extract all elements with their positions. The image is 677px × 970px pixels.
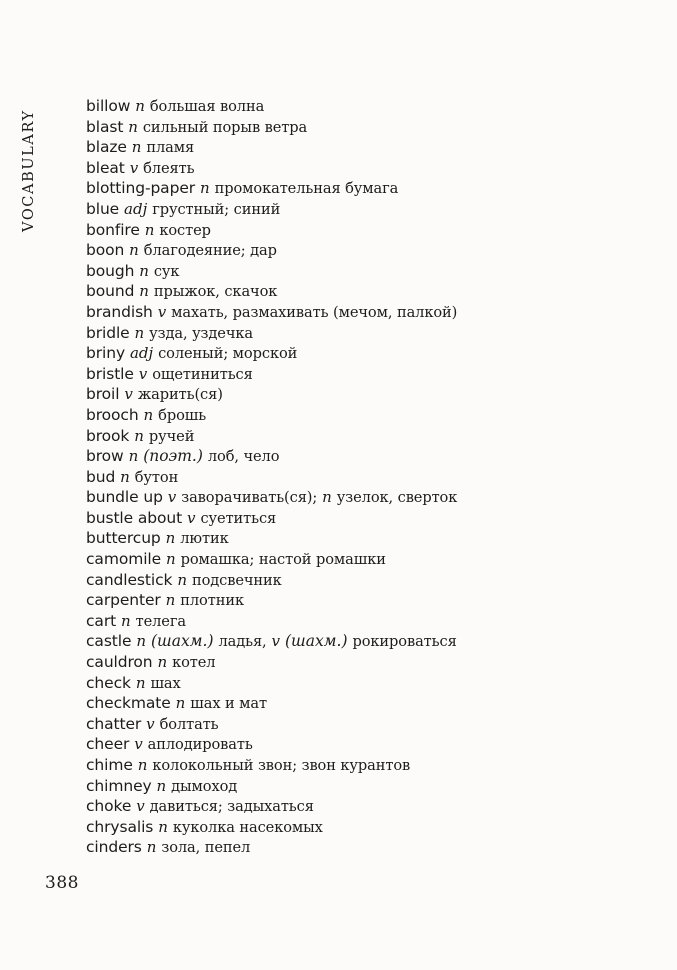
part-of-speech: n xyxy=(128,117,138,136)
vocabulary-list xyxy=(86,96,666,858)
headword: brow xyxy=(86,447,124,466)
vocabulary-entry xyxy=(86,220,666,241)
vocabulary-entry xyxy=(86,117,666,138)
translation: жарить(ся) xyxy=(137,386,223,404)
headword: chatter xyxy=(86,714,142,733)
vocabulary-entry xyxy=(86,240,666,261)
translation: ощетиниться xyxy=(152,365,253,383)
headword: chimney xyxy=(86,776,152,795)
translation: брошь xyxy=(158,406,207,424)
headword: bough xyxy=(86,261,135,280)
headword: briny xyxy=(86,344,126,363)
headword: bristle xyxy=(86,364,134,383)
part-of-speech: n xyxy=(157,653,168,672)
headword: bundle up xyxy=(86,488,163,507)
vocabulary-entry xyxy=(86,755,666,776)
part-of-speech: n xyxy=(120,467,130,486)
part-of-speech: n xyxy=(199,179,210,198)
translation: большая волна xyxy=(149,98,265,115)
vocabulary-entry xyxy=(86,611,666,632)
vocabulary-entry xyxy=(86,714,666,735)
translation: пламя xyxy=(146,139,195,157)
vocabulary-entry xyxy=(86,323,666,344)
headword: choke xyxy=(86,797,132,816)
headword: brook xyxy=(86,426,130,445)
vocabulary-entry xyxy=(86,405,666,426)
headword: blast xyxy=(86,117,124,136)
translation: промокательная бумага xyxy=(214,180,399,198)
translation: костер xyxy=(159,221,211,239)
part-of-speech: v xyxy=(187,508,196,527)
part-of-speech: v xyxy=(146,714,155,733)
headword: check xyxy=(86,673,131,692)
part-of-speech: n xyxy=(158,817,168,836)
translation: аплодировать xyxy=(147,736,253,754)
vocabulary-entry xyxy=(86,631,666,652)
headword: chrysalis xyxy=(86,817,154,836)
headword: blotting-paper xyxy=(86,179,196,198)
translation: прыжок, скачок xyxy=(153,283,278,301)
headword: cauldron xyxy=(86,653,153,672)
translation: подсвечник xyxy=(191,571,282,589)
headword: bridle xyxy=(86,323,130,342)
translation: заворачивать(ся); xyxy=(181,489,318,507)
headword: boon xyxy=(86,241,125,260)
headword: cheer xyxy=(86,735,130,754)
vocabulary-entry xyxy=(86,817,666,838)
translation: куколка насекомых xyxy=(172,818,323,836)
part-of-speech: n xyxy=(121,611,131,630)
vocabulary-entry xyxy=(86,446,666,467)
headword: buttercup xyxy=(86,529,161,548)
translation: дымоход xyxy=(171,777,238,795)
vocabulary-entry xyxy=(86,137,666,158)
vocabulary-entry xyxy=(86,796,666,817)
part-of-speech: n xyxy=(128,447,139,466)
translation: зола, пепел xyxy=(161,839,251,857)
vocabulary-entry xyxy=(86,426,666,447)
headword: camomile xyxy=(86,550,162,569)
vocabulary-entry xyxy=(86,96,666,117)
part-of-speech: v xyxy=(124,385,133,404)
translation: бутон xyxy=(134,468,179,486)
usage-note: (шахм.) xyxy=(150,632,214,651)
part-of-speech: v xyxy=(167,488,177,507)
vocabulary-entry xyxy=(86,487,666,508)
translation: махать, размахивать (мечом, палкой) xyxy=(171,303,458,321)
vocabulary-entry xyxy=(86,467,666,488)
translation: болтать xyxy=(159,715,219,733)
usage-note-2: (шахм.) xyxy=(284,632,348,651)
headword: candlestick xyxy=(86,570,173,589)
part-of-speech: n xyxy=(165,529,176,548)
vocabulary-entry xyxy=(86,837,666,858)
part-of-speech: n xyxy=(137,756,148,774)
translation-2: рокироваться xyxy=(352,633,457,651)
headword: carpenter xyxy=(86,591,161,610)
translation: грустный; синий xyxy=(152,200,281,218)
part-of-speech: n xyxy=(129,241,139,260)
headword: bound xyxy=(86,282,135,301)
part-of-speech: n xyxy=(144,220,155,239)
vocabulary-entry xyxy=(86,364,666,385)
part-of-speech-2: v xyxy=(271,632,281,651)
part-of-speech: n xyxy=(134,323,145,342)
translation: благодеяние; дар xyxy=(143,242,277,260)
section-side-label: VOCABULARY xyxy=(21,109,37,232)
translation: шах xyxy=(150,674,181,692)
part-of-speech: n xyxy=(146,838,157,857)
vocabulary-entry xyxy=(86,673,666,694)
headword: brandish xyxy=(86,302,153,321)
translation: сук xyxy=(153,262,180,280)
part-of-speech: adj xyxy=(124,199,148,218)
translation: соленый; морской xyxy=(158,345,298,363)
translation: суетиться xyxy=(200,509,277,527)
part-of-speech: v xyxy=(138,364,148,383)
vocabulary-entry xyxy=(86,734,666,755)
part-of-speech: n xyxy=(165,591,176,610)
headword: castle xyxy=(86,632,132,651)
translation: блеять xyxy=(143,159,195,177)
vocabulary-entry xyxy=(86,528,666,549)
headword: cinders xyxy=(86,838,142,857)
vocabulary-entry xyxy=(86,343,666,364)
part-of-speech: n xyxy=(131,138,142,157)
headword: cart xyxy=(86,611,117,630)
part-of-speech: n xyxy=(135,97,145,115)
headword: chime xyxy=(86,756,133,774)
part-of-speech: n xyxy=(136,632,147,651)
part-of-speech: v xyxy=(157,302,167,321)
part-of-speech: n xyxy=(135,673,146,692)
page-number: 388 xyxy=(45,873,79,893)
headword: brooch xyxy=(86,405,139,424)
usage-note: (поэт.) xyxy=(143,447,203,466)
part-of-speech-2: n xyxy=(322,488,332,507)
part-of-speech: n xyxy=(177,570,187,589)
translation: телега xyxy=(135,612,186,630)
vocabulary-entry xyxy=(86,199,666,220)
headword: blaze xyxy=(86,138,127,157)
headword: billow xyxy=(86,97,131,115)
vocabulary-entry xyxy=(86,508,666,529)
headword: checkmate xyxy=(86,694,171,713)
translation: ромашка; настой ромашки xyxy=(180,551,386,569)
headword: broil xyxy=(86,385,120,404)
translation: давиться; задыхаться xyxy=(149,798,314,816)
vocabulary-entry xyxy=(86,158,666,179)
part-of-speech: n xyxy=(139,282,149,301)
translation: узда, уздечка xyxy=(149,324,254,342)
vocabulary-entry xyxy=(86,384,666,405)
vocabulary-entry xyxy=(86,776,666,797)
part-of-speech: n xyxy=(139,261,149,280)
part-of-speech: n xyxy=(175,694,186,713)
vocabulary-entry xyxy=(86,178,666,199)
translation: лютик xyxy=(180,530,229,548)
vocabulary-entry xyxy=(86,590,666,611)
translation: колокольный звон; звон курантов xyxy=(152,757,411,774)
headword: blue xyxy=(86,199,120,218)
vocabulary-entry xyxy=(86,261,666,282)
part-of-speech: n xyxy=(166,550,176,569)
part-of-speech: adj xyxy=(129,344,154,363)
translation: шах и мат xyxy=(190,695,267,713)
headword: bonfire xyxy=(86,220,140,239)
part-of-speech: v xyxy=(129,158,139,177)
vocabulary-entry xyxy=(86,281,666,302)
translation-2: узелок, сверток xyxy=(336,489,458,507)
translation: ручей xyxy=(148,427,195,445)
part-of-speech: n xyxy=(134,426,144,445)
translation: ладья, xyxy=(218,633,267,651)
vocabulary-entry xyxy=(86,549,666,570)
vocabulary-entry xyxy=(86,570,666,591)
translation: сильный порыв ветра xyxy=(142,118,308,136)
part-of-speech: v xyxy=(134,735,143,754)
headword: bustle about xyxy=(86,508,183,527)
headword: bleat xyxy=(86,158,125,177)
vocabulary-entry xyxy=(86,693,666,714)
translation: плотник xyxy=(180,592,244,610)
vocabulary-entry xyxy=(86,652,666,673)
translation: котел xyxy=(172,654,216,672)
vocabulary-entry xyxy=(86,302,666,323)
part-of-speech: n xyxy=(143,405,154,424)
headword: bud xyxy=(86,467,116,486)
part-of-speech: n xyxy=(156,776,167,795)
part-of-speech: v xyxy=(136,797,145,816)
translation: лоб, чело xyxy=(207,448,280,466)
